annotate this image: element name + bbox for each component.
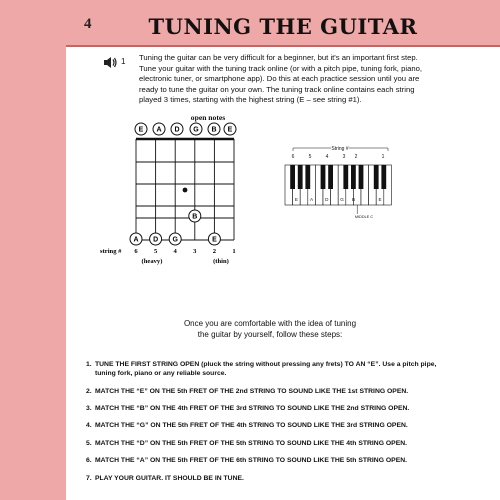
string-number-1: 1: [232, 248, 236, 255]
black-key: [351, 165, 356, 189]
open-note-2-label: B: [211, 126, 217, 134]
key-note-e-high: E: [378, 197, 382, 202]
kb-string-number-3: 3: [342, 154, 346, 160]
fretboard-diagram: [100, 120, 260, 295]
instruction-lead-in: [100, 318, 440, 340]
kb-string-number-2: 2: [354, 154, 358, 160]
black-key: [343, 165, 348, 189]
black-key: [328, 165, 333, 189]
step-number: 7.: [86, 474, 92, 482]
key-note-d: D: [325, 197, 329, 202]
black-key: [305, 165, 310, 189]
fretted-note-g: [169, 233, 181, 245]
step-item: [86, 474, 438, 483]
left-margin-strip: [0, 0, 66, 500]
fretted-note-e-label: E: [212, 236, 217, 244]
open-note-4: [171, 123, 183, 135]
step-text: MATCH THE “D” ON THE 5th FRET OF THE 5th STRING TO SOUND LIKE THE 4th STRING OPEN.: [95, 439, 408, 447]
open-note-3: [190, 123, 202, 135]
thin-label: (thin): [213, 258, 229, 265]
speaker-icon[interactable]: [103, 55, 118, 70]
string-number-5: 5: [153, 248, 158, 255]
fretted-note-d: [150, 233, 162, 245]
step-text: MATCH THE “G” ON THE 5th FRET OF THE 4th STRING TO SOUND LIKE THE 3rd STRING OPEN.: [95, 422, 408, 430]
step-number: 6.: [86, 457, 92, 465]
page-title: TUNING THE GUITAR: [148, 14, 418, 39]
fretted-note-b: [189, 210, 201, 222]
step-number: 1.: [86, 361, 92, 368]
lead-in-line-2: the guitar by yourself, follow these steps:: [197, 330, 343, 339]
fretboard-title: open notes: [190, 113, 226, 122]
open-note-1-label: E: [227, 126, 233, 134]
kb-string-number-4: 4: [325, 154, 329, 160]
black-key: [359, 165, 364, 189]
step-item: [86, 387, 438, 396]
kb-string-number-1: 1: [381, 154, 385, 160]
fretted-note-g-label: G: [172, 236, 178, 244]
open-note-6: [135, 123, 147, 135]
open-note-5-label: A: [156, 126, 162, 134]
open-note-4-label: D: [174, 126, 180, 134]
step-item: [86, 421, 438, 430]
step-text: MATCH THE “B” ON THE 4th FRET OF THE 3rd STRING TO SOUND LIKE THE 2nd STRING OPEN.: [95, 404, 410, 412]
kb-string-number-5: 5: [308, 154, 312, 160]
track-number: 1: [121, 57, 126, 66]
key-note-g: G: [340, 197, 344, 202]
key-note-a: A: [310, 197, 314, 202]
open-note-3-label: G: [193, 126, 199, 134]
black-key: [374, 165, 379, 189]
middle-c-label: MIDDLE C: [354, 215, 374, 219]
step-number: 3.: [86, 404, 92, 412]
step-number: 2.: [86, 387, 92, 395]
open-note-6-label: E: [138, 126, 144, 134]
key-note-b: B: [351, 197, 356, 202]
fretted-note-a: [130, 233, 142, 245]
string-number-label: string #: [100, 248, 122, 255]
keyboard-title: String #: [331, 146, 349, 152]
step-item: [86, 456, 438, 465]
fret-marker-dot: [183, 188, 188, 193]
fretted-note-b-label: B: [192, 213, 198, 221]
step-item: [86, 360, 438, 378]
step-text: MATCH THE “E” ON THE 5th FRET OF THE 2nd STRING TO SOUND LIKE THE 1st STRING OPEN.: [95, 387, 409, 395]
string-number-3: 3: [193, 248, 197, 255]
open-note-5: [153, 123, 165, 135]
key-note-e-low: E: [294, 197, 298, 202]
heavy-label: (heavy): [141, 258, 163, 265]
black-key: [381, 165, 386, 189]
piano-keyboard-diagram: [280, 145, 400, 225]
step-number: 5.: [86, 439, 92, 447]
fretted-note-d-label: D: [153, 236, 159, 244]
tuning-steps-list: [86, 360, 438, 491]
string-number-4: 4: [173, 248, 177, 255]
open-note-1: [224, 123, 236, 135]
step-item: [86, 439, 438, 448]
fretted-note-e: [208, 233, 220, 245]
page-number: 4: [84, 16, 92, 32]
step-number: 4.: [86, 422, 92, 430]
fretted-note-a-label: A: [133, 236, 139, 244]
kb-string-number-6: 6: [291, 154, 295, 160]
step-text: MATCH THE “A” ON THE 5th FRET OF THE 6th STRING TO SOUND LIKE THE 5th STRING OPEN.: [95, 457, 408, 465]
black-key: [321, 165, 326, 189]
lead-in-line-1: Once you are comfortable with the idea of tuning: [183, 319, 357, 328]
black-key: [290, 165, 295, 189]
intro-paragraph: Tuning the guitar can be very difficult for a beginner, but it's an important first step. Tune your guitar with the tuning track online (or with a pitch pipe, tuning fork, piano, electronic tuner, or smartphone app). Do this at each practice session until you are ready to tune the guitar on your own. The tuning track online contains each string played 3 times, starting with the highest string (E – see string #1).: [139, 53, 423, 105]
step-item: [86, 404, 438, 413]
step-text: PLAY YOUR GUITAR. IT SHOULD BE IN TUNE.: [95, 474, 244, 482]
step-text: TUNE THE FIRST STRING OPEN (pluck the string without pressing any frets) TO AN “E”. Use a pitch pipe, tuning fork, piano or any reliable source.: [95, 361, 437, 378]
string-number-6: 6: [134, 248, 138, 255]
open-note-2: [208, 123, 220, 135]
black-key: [298, 165, 303, 189]
string-number-2: 2: [212, 248, 217, 255]
